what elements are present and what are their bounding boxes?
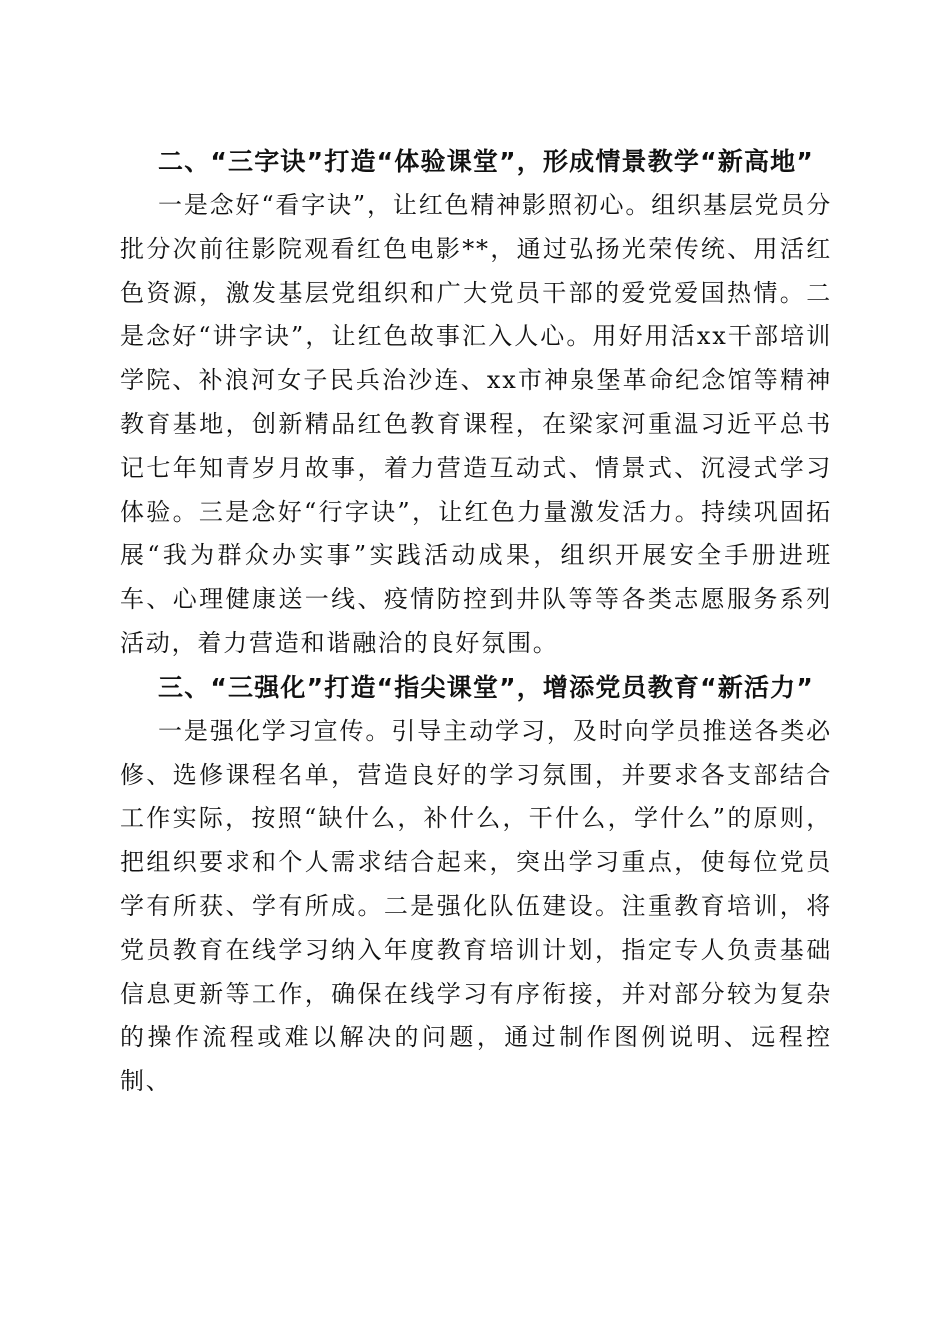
section-2-paragraph: 一是念好“看字诀”，让红色精神影照初心。组织基层党员分批分次前往影院观看红色电影**，通过弘扬光荣传统、用活红色资源，激发基层党组织和广大党员干部的爱党爱国热情。二是念好“讲字诀”，让红色故事汇入人心。用好用活xx干部培训学院、补浪河女子民兵治沙连、xx市神泉堡革命纪念馆等精神教育基地，创新精品红色教育课程，在梁家河重温习近平总书记七年知青岁月故事，着力营造互动式、情景式、沉浸式学习体验。三是念好“行字诀”，让红色力量激发活力。持续巩固拓展“我为群众办实事”实践活动成果，组织开展安全手册进班车、心理健康送一线、疫情防控到井队等等各类志愿服务系列活动，着力营造和谐融洽的良好氛围。: [120, 191, 832, 657]
section-3-heading: 三、“三强化”打造“指尖课堂”，增添党员教育“新活力”: [158, 672, 814, 702]
section-3-paragraph: 一是强化学习宣传。引导主动学习，及时向学员推送各类必修、选修课程名单，营造良好的学习氛围，并要求各支部结合工作实际，按照“缺什么，补什么，干什么，学什么”的原则，把组织要求和个人需求结合起来，突出学习重点，使每位党员学有所获、学有所成。二是强化队伍建设。注重教育培训，将党员教育在线学习纳入年度教育培训计划，指定专人负责基础信息更新等工作，确保在线学习有序衔接，并对部分较为复杂的操作流程或难以解决的问题，通过制作图例说明、远程控制、: [120, 716, 832, 1096]
section-2-heading: 二、“三字诀”打造“体验课堂”，形成情景教学“新高地”: [158, 147, 814, 176]
document-body: [120, 140, 832, 1104]
